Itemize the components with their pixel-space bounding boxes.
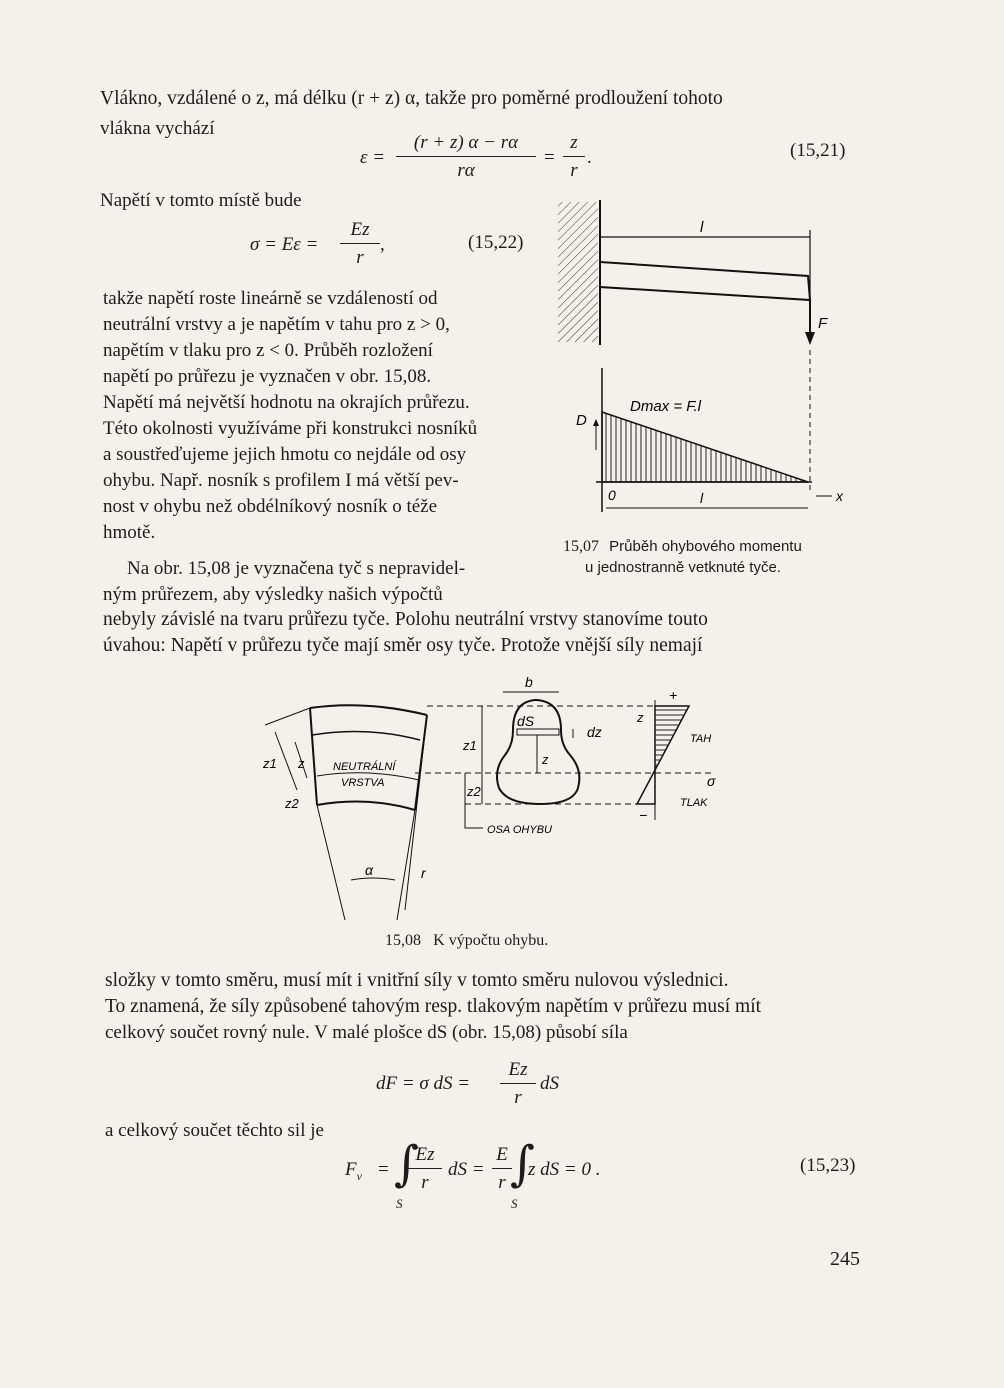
para3-line: celkový součet rovný nule. V malé plošce dS (obr. 15,08) působí síla (105, 1022, 628, 1043)
cross-section-shape (497, 700, 579, 804)
moment-triangle (602, 412, 808, 482)
label-z-right: z (637, 710, 644, 725)
label-l-top: l (700, 219, 704, 236)
eq-15-21-tail: . (587, 147, 592, 168)
label-osa: OSA OHYBU (487, 824, 552, 836)
para-left-line: takže napětí roste lineárně se vzdáleností od (103, 288, 438, 309)
caption-15-08-text: K výpočtu ohybu. (433, 932, 549, 949)
label-F: F (818, 315, 828, 332)
eq-15-23-frac2-den: r (498, 1172, 506, 1193)
caption-15-07-number: 15,07 (563, 538, 599, 555)
intro-line-1: Vlákno, vzdálené o z, má délku (r + z) α, takže pro poměrné prodloužení tohoto (100, 88, 723, 109)
label-dS: dS (517, 713, 535, 729)
eq-15-23-eq1: = (378, 1159, 389, 1180)
paragraph-2-full (103, 607, 708, 659)
figure-15-07 (540, 190, 860, 535)
label-z-left: z (298, 756, 305, 771)
caption-15-07 (563, 538, 802, 556)
label-z2-left: z2 (285, 796, 299, 811)
eq-15-23-int1-fraction (408, 1142, 442, 1195)
integral-sign-2: ∫ (510, 1136, 536, 1192)
para-left-line: nost v ohybu než obdélníkový nosník o téže (103, 496, 438, 517)
para3-line: To znamená, že síly způsobené tahovým resp. tlakovým napětím v průřezu musí mít (105, 996, 762, 1017)
label-l-bottom: l (700, 490, 704, 506)
intro-line-2: vlákna vychází (100, 118, 215, 139)
para-left-line: ohybu. Např. nosník s profilem I má větší pev- (103, 470, 459, 491)
label-alpha: α (365, 862, 373, 878)
eq-15-23-F-sub: v (356, 1168, 362, 1183)
eq-15-23-int1-den: r (421, 1172, 429, 1193)
label-dmax: Dmax = F.l (630, 398, 701, 415)
integral-2-sub: S (511, 1196, 518, 1211)
eq-15-21-lhs: ε = (360, 147, 386, 168)
eq-15-22-number: (15,22) (468, 232, 524, 253)
label-minus: − (639, 807, 648, 823)
para3-line: složky v tomto směru, musí mít i vnitřní síly v tomto směru nulovou výslednici. (105, 970, 729, 991)
bent-bar-bottom (317, 801, 415, 810)
label-neutral-1: NEUTRÁLNÍ (333, 761, 396, 773)
para2-full-line: nebyly závislé na tvaru průřezu tyče. Polohu neutrální vrstvy stanovíme touto (103, 609, 708, 630)
z1-dim (275, 732, 297, 790)
label-D: D (576, 412, 587, 429)
z1-extension (265, 708, 310, 725)
stress-intro: Napětí v tomto místě bude (100, 190, 302, 211)
caption-15-07-line2: u jednostranně vetknuté tyče. (585, 559, 781, 576)
bent-bar-outer (310, 705, 427, 715)
eq-15-23-int2-body: z dS = 0 . (528, 1159, 601, 1180)
eq-15-23-number: (15,23) (800, 1155, 856, 1176)
eq-dF-fraction (500, 1057, 536, 1110)
eq-15-23-F: F (345, 1159, 357, 1180)
eq-15-23-frac2 (492, 1142, 512, 1195)
eq-15-21-mid: = (544, 147, 555, 168)
label-plus: + (669, 687, 678, 703)
eq-dF-lhs: dF = σ dS = (376, 1073, 471, 1094)
label-z: z (542, 752, 549, 767)
eq-15-23-int1-num: Ez (408, 1142, 442, 1169)
sum-intro: a celkový součet těchto sil je (105, 1120, 324, 1141)
integral-sign-1: ∫ (394, 1136, 420, 1192)
para-left-line: neutrální vrstvy a je napětím v tahu pro z > 0, (103, 314, 450, 335)
caption-15-08 (385, 932, 548, 950)
bent-bar-left-edge (310, 708, 317, 805)
label-zero: 0 (608, 487, 616, 503)
para-left-line: Napětí má největší hodnotu na okrajích průřezu. (103, 392, 470, 413)
para-left-line: Této okolnosti využíváme při konstrukci nosníků (103, 418, 478, 439)
page-number: 245 (830, 1248, 860, 1270)
eq-dF-tail: dS (540, 1073, 559, 1094)
label-r: r (421, 865, 426, 881)
para-left-line: a soustřeďujeme jejich hmotu co nejdále od osy (103, 444, 467, 465)
eq-dF-denominator: r (514, 1087, 522, 1108)
label-z1-left: z1 (263, 756, 277, 771)
eq-15-22-fraction (340, 217, 380, 270)
paragraph-2-left (103, 556, 465, 608)
paragraph-3 (105, 968, 761, 1046)
cantilever-beam (600, 262, 810, 300)
label-tlak: TLAK (680, 797, 708, 809)
eq-15-22-numerator: Ez (340, 217, 380, 244)
eq-15-22-tail: , (380, 234, 385, 255)
label-b: b (525, 674, 533, 690)
paragraph-left (103, 286, 477, 546)
para2-left-line: ným průřezem, aby výsledky našich výpočtů (103, 584, 443, 605)
label-z2: z2 (467, 784, 481, 799)
label-neutral-2: VRSTVA (341, 777, 385, 789)
figure-15-08 (255, 670, 735, 925)
para-left-line: hmotě. (103, 522, 156, 543)
alpha-arc (351, 878, 395, 880)
para-left-line: napětí po průřezu je vyznačen v obr. 15,08. (103, 366, 432, 387)
bent-bar-inner-top (312, 731, 420, 740)
eq-dF-numerator: Ez (500, 1057, 536, 1084)
wall-hatch (558, 202, 598, 342)
osa-leader (465, 773, 483, 828)
force-arrowhead (805, 332, 815, 345)
para2-full-line: úvahou: Napětí v průřezu tyče mají směr osy tyče. Protože vnější síly nemají (103, 635, 703, 656)
eq-15-21-numerator: (r + z) α − rα (396, 130, 536, 157)
eq-15-21-num2: z (563, 130, 585, 157)
caption-15-07-line1: Průběh ohybového momentu (609, 538, 802, 555)
label-z1: z1 (463, 738, 477, 753)
label-sigma: σ (707, 773, 716, 789)
D-arrowhead (593, 419, 599, 426)
label-dz: dz (587, 724, 602, 740)
eq-15-23-frac2-num: E (492, 1142, 512, 1169)
eq-15-22-lhs: σ = Eε = (250, 234, 319, 255)
dS-strip (517, 729, 559, 735)
eq-15-21-number: (15,21) (790, 140, 846, 161)
para2-left-line: Na obr. 15,08 je vyznačena tyč s nepravidel- (127, 558, 466, 579)
eq-15-21-fraction-2 (563, 130, 585, 183)
eq-15-21-fraction (396, 130, 536, 183)
label-tah: TAH (690, 733, 712, 745)
label-x: x (836, 488, 843, 504)
eq-15-21-denominator: rα (457, 160, 475, 181)
integral-1-sub: S (396, 1196, 403, 1211)
eq-15-22-denominator: r (356, 247, 364, 268)
eq-15-23-int1-tail: dS = (448, 1159, 485, 1180)
caption-15-08-number: 15,08 (385, 932, 421, 949)
radius-line-left (317, 805, 345, 920)
eq-15-21-den2: r (570, 160, 578, 181)
para-left-line: napětím v tlaku pro z < 0. Průběh rozložení (103, 340, 433, 361)
eq-15-23-lhs (345, 1157, 362, 1189)
